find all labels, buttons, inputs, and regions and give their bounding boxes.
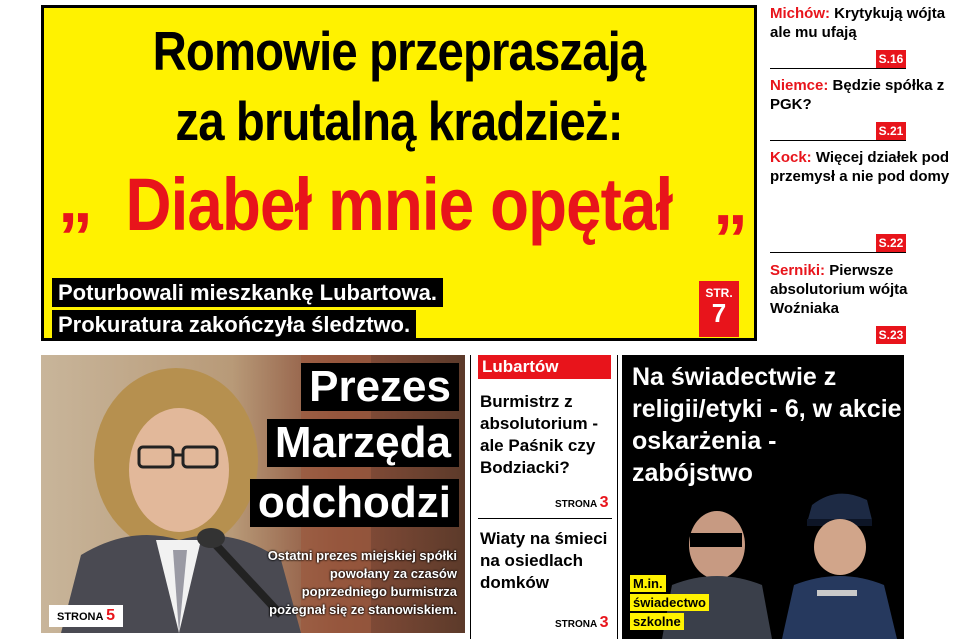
story-burmistrz[interactable]: Burmistrz z absolutorium - ale Paśnik czy Bodziacki? (480, 392, 599, 477)
teaser-page-badge: S.23 (876, 326, 906, 344)
teaser-text: Więcej działek pod przemysł a nie pod domy (770, 149, 950, 185)
swiadectwo-headline: Na świadectwie z religii/etyki - 6, w akcie oskarżenia - zabójstwo (632, 363, 902, 487)
prezes-page-ref (49, 605, 123, 627)
main-headline-box[interactable] (41, 5, 757, 341)
teaser-text: Krytykują wójta ale mu ufają (770, 5, 946, 41)
teaser-divider (770, 68, 906, 69)
caption-line-2: świadectwo (630, 594, 709, 611)
page-ref-label: STRONA (57, 611, 104, 623)
page-ref-label: STRONA (555, 499, 597, 510)
story-divider (478, 518, 612, 519)
headline-line-2: za brutalną kradzież: (175, 90, 623, 152)
column-divider (617, 355, 618, 639)
quote-close-mark: ” (713, 200, 748, 278)
column-divider (470, 355, 471, 639)
story-wiaty[interactable]: Wiaty na śmieci na osiedlach domków (480, 529, 608, 592)
prezes-caption: Ostatni prezes miejskiej spółki powołany za czasów poprzedniego burmistrza pożegnał się ze stanowiskiem. (267, 548, 457, 617)
story-burmistrz-page-ref (555, 494, 609, 512)
prezes-title-line-3: odchodzi (250, 479, 459, 527)
teaser-divider (770, 252, 906, 253)
headline-line-1: Romowie przepraszają (152, 20, 646, 82)
prezes-story[interactable] (41, 355, 465, 633)
page-ref-number: 5 (106, 607, 116, 624)
quote-open-mark: „ (58, 159, 93, 237)
page-reference-number: 7 (711, 298, 727, 328)
page-ref-label: STRONA (555, 619, 597, 630)
teaser-place: Serniki: (770, 262, 826, 279)
teaser-place: Kock: (770, 149, 812, 166)
page-ref-number: 3 (599, 494, 609, 511)
page-reference-label: STR. (705, 286, 733, 300)
headline-quote: Diabeł mnie opętał (125, 163, 673, 246)
teaser-page-badge: S.16 (876, 50, 906, 68)
page-reference-badge (699, 281, 739, 337)
story-wiaty-page-ref (555, 614, 609, 632)
teaser-michow[interactable] (770, 4, 956, 42)
teaser-serniki[interactable] (770, 261, 956, 318)
teaser-place: Michów: (770, 5, 830, 22)
section-tag-lubartow: Lubartów (478, 355, 611, 379)
subheadline-2: Prokuratura zakończyła śledztwo. (52, 310, 416, 339)
teaser-kock[interactable] (770, 148, 956, 186)
teaser-page-badge: S.22 (876, 234, 906, 252)
prezes-title-line-2: Marzęda (267, 419, 459, 467)
swiadectwo-story[interactable] (622, 355, 904, 639)
caption-line-3: szkolne (630, 613, 684, 630)
teaser-text: Pierwsze absolutorium wójta Woźniaka (770, 262, 908, 317)
swiadectwo-photo-caption (630, 575, 706, 632)
page-ref-number: 3 (599, 614, 609, 631)
prezes-title-line-1: Prezes (301, 363, 459, 411)
teaser-text: Będzie spółka z PGK? (770, 77, 945, 113)
caption-line-1: M.in. (630, 575, 666, 592)
teaser-niemce[interactable] (770, 76, 956, 114)
subheadline-1: Poturbowali mieszkankę Lubartowa. (52, 278, 443, 307)
teaser-divider (770, 140, 906, 141)
teaser-page-badge: S.21 (876, 122, 906, 140)
teaser-place: Niemce: (770, 77, 829, 94)
